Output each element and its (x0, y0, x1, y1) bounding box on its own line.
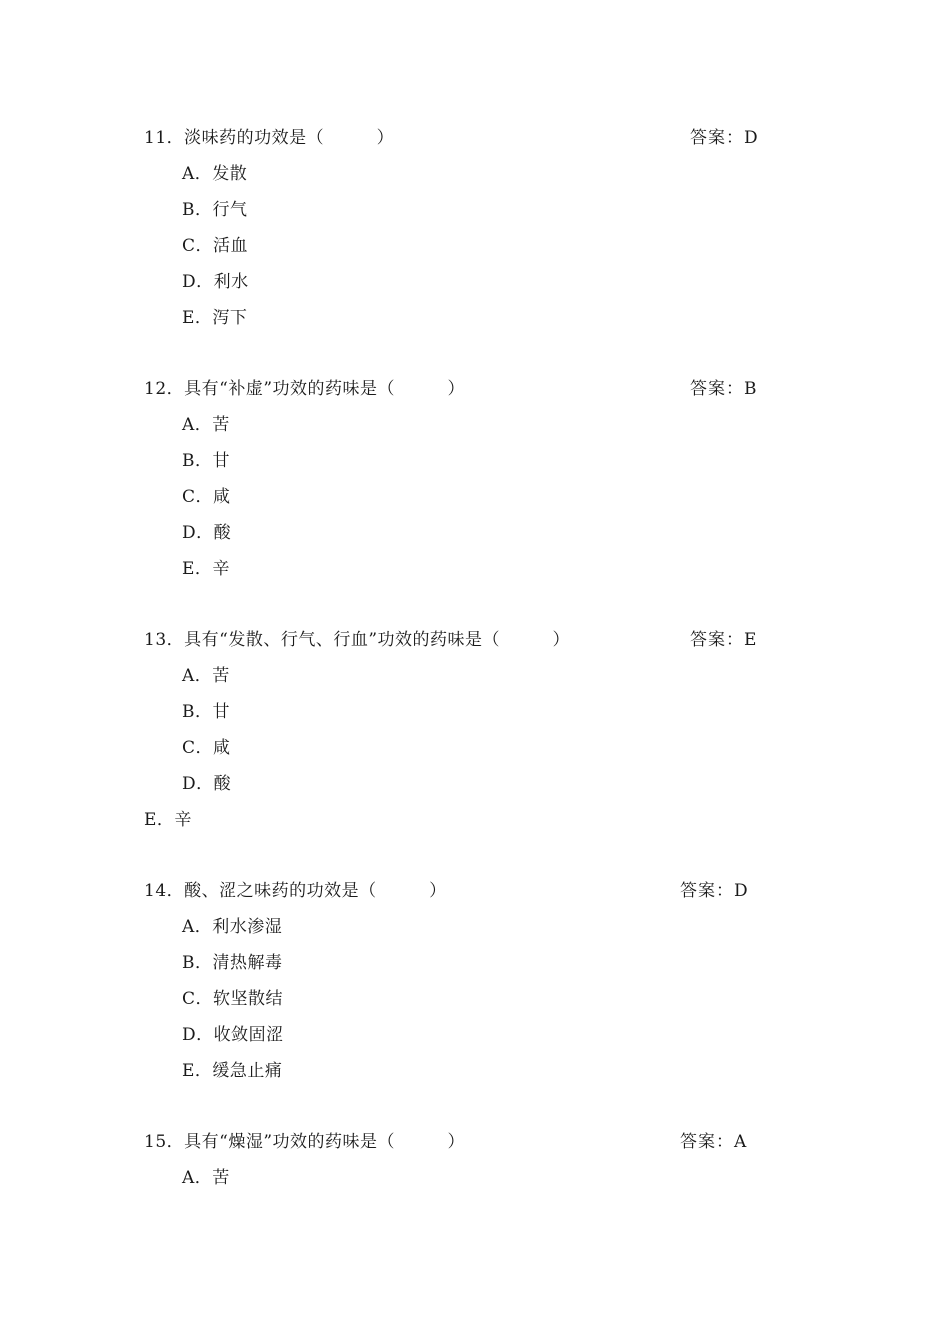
question-14-option-d: D．收敛固涩 (182, 1025, 284, 1045)
question-13-option-c: C．咸 (182, 738, 231, 758)
question-12-option-e: E．辛 (182, 559, 230, 579)
question-15-option-a: A．苦 (182, 1168, 230, 1188)
question-11-answer: 答案：D (690, 128, 759, 148)
question-14-option-b: B．清热解毒 (182, 953, 283, 973)
question-13-option-d: D．酸 (182, 774, 232, 794)
question-14-stem: 14．酸、涩之味药的功效是（ ） (144, 881, 447, 901)
question-15-stem: 15．具有“燥湿”功效的药味是（ ） (144, 1132, 466, 1152)
question-12-option-d: D．酸 (182, 523, 232, 543)
question-14-option-e: E．缓急止痛 (182, 1061, 283, 1081)
question-13-stem: 13．具有“发散、行气、行血”功效的药味是（ ） (144, 630, 571, 650)
question-13-option-b: B．甘 (182, 702, 230, 722)
question-13-option-a: A．苦 (182, 666, 230, 686)
question-12-option-a: A．苦 (182, 415, 230, 435)
question-11-option-c: C．活血 (182, 236, 249, 256)
question-15-answer: 答案：A (680, 1132, 748, 1152)
question-14-option-a: A．利水渗湿 (182, 917, 283, 937)
question-12-option-b: B．甘 (182, 451, 230, 471)
question-12-stem: 12．具有“补虚”功效的药味是（ ） (144, 379, 466, 399)
question-13-answer: 答案：E (690, 630, 758, 650)
question-11-option-d: D．利水 (182, 272, 249, 292)
question-12-option-c: C．咸 (182, 487, 231, 507)
question-13-option-e: E．辛 (144, 810, 192, 830)
question-11-option-a: A．发散 (182, 164, 248, 184)
question-14-option-c: C．软坚散结 (182, 989, 284, 1009)
question-11-stem: 11．淡味药的功效是（ ） (144, 128, 395, 148)
question-11-option-b: B．行气 (182, 200, 248, 220)
question-14-answer: 答案：D (680, 881, 749, 901)
question-11-option-e: E．泻下 (182, 308, 248, 328)
question-12-answer: 答案：B (690, 379, 758, 399)
